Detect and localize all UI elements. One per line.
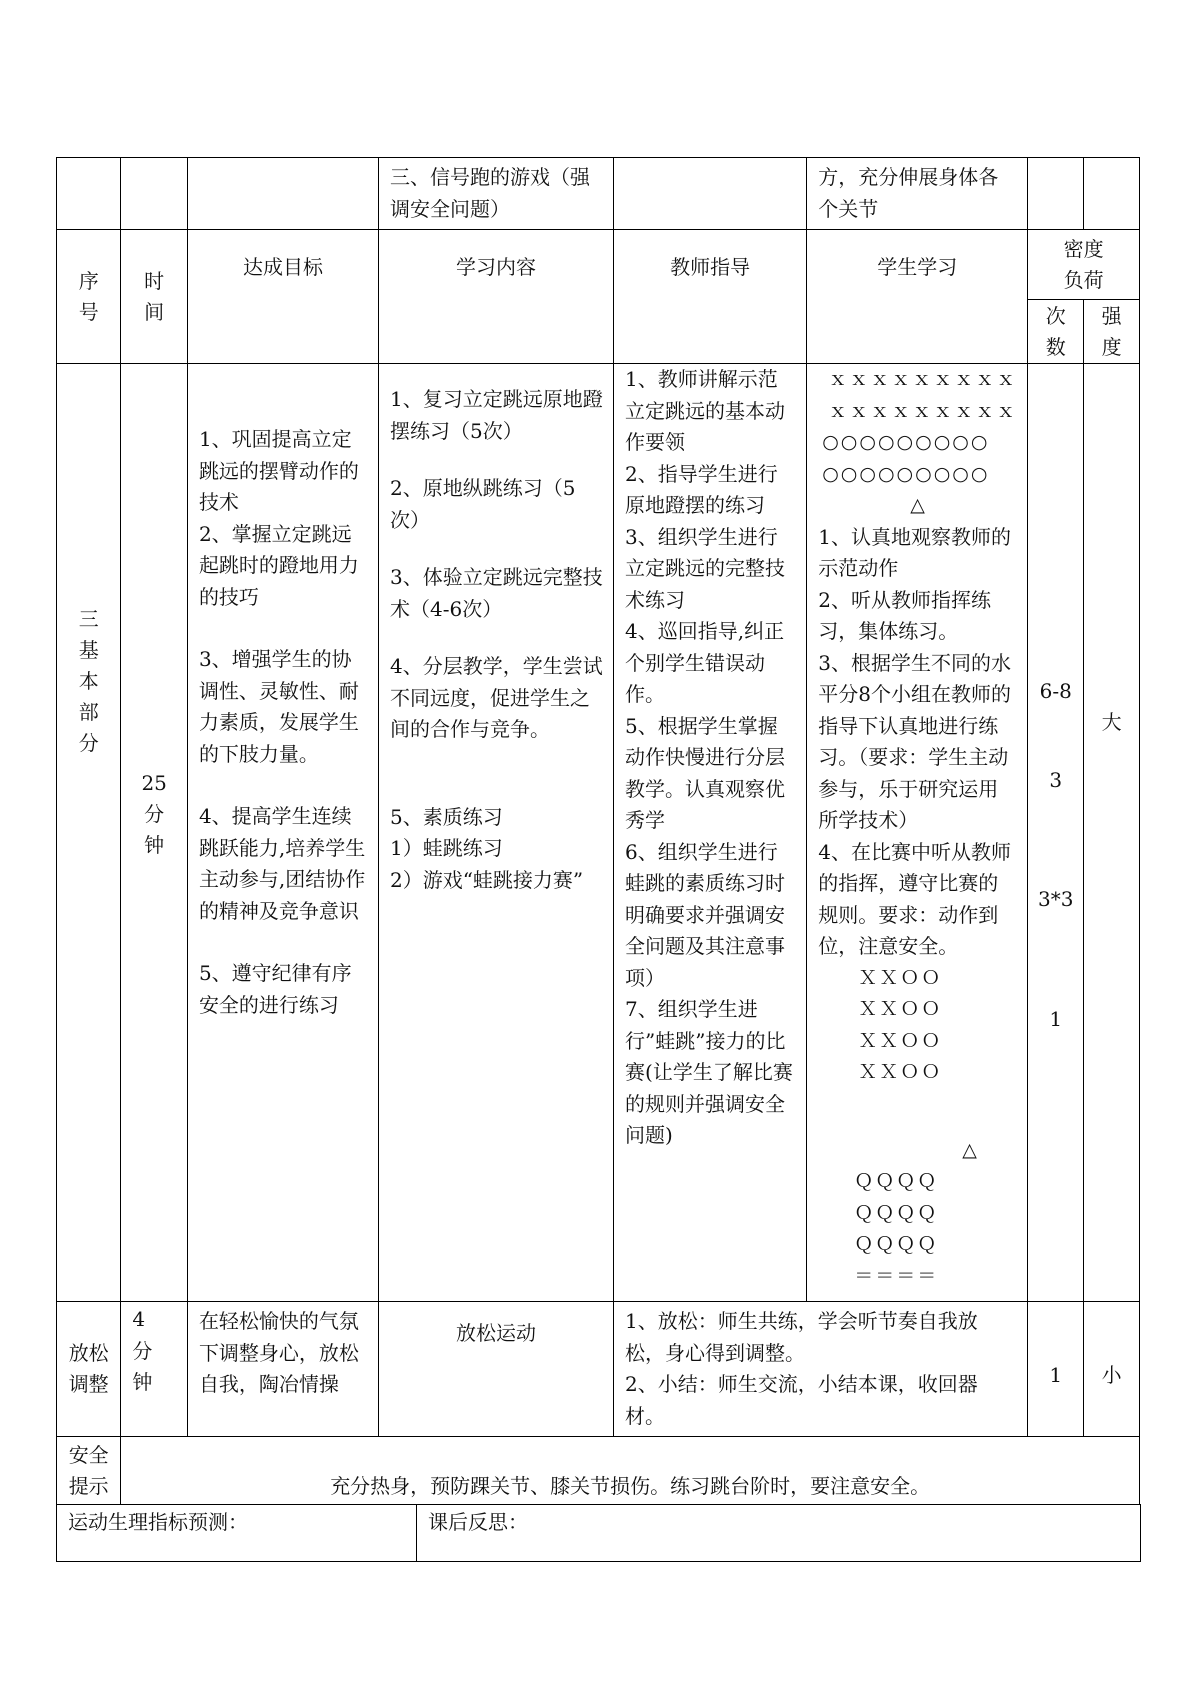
formation-row: ＸＸＯＯ	[858, 966, 943, 989]
goal-item: 1、巩固提高立定跳远的摆臂动作的技术	[198, 427, 359, 514]
cont-count	[1028, 158, 1084, 230]
student-item: 4、在比赛中听从教师的指挥，遵守比赛的规则。要求：动作到位，注意安全。	[818, 839, 1011, 958]
formation-row: ＸＸＯＯ	[858, 1029, 943, 1052]
student-item: 2、听从教师指挥练习，集体练习。	[818, 587, 991, 643]
formation-relay	[818, 1135, 1017, 1293]
formation-row: ＱＱＱＱ	[854, 1170, 939, 1192]
teacher-item: 6、组织学生进行蛙跳的素质练习时明确要求并强调安全问题及其注意事项）	[625, 839, 786, 990]
teacher-triangle-icon: △	[962, 1138, 979, 1161]
content-item: 2）游戏“蛙跳接力赛”	[389, 867, 584, 892]
footer-table	[56, 1504, 1141, 1562]
cont-time	[121, 158, 188, 230]
content-item: 1）蛙跳练习	[389, 836, 503, 860]
content-item: 1、复习立定跳远原地蹬摆练习（5次）	[389, 387, 603, 443]
formation-row: ｘｘｘｘｘｘｘｘｘ	[828, 399, 1018, 422]
student-item: 1、认真地观察教师的示范动作	[818, 524, 1011, 580]
teacher-triangle-icon: △	[910, 494, 927, 516]
cont-goal	[187, 158, 378, 230]
lesson-plan-table	[56, 157, 1140, 1505]
teacher-item: 4、巡回指导,纠正个别学生错误动作。	[625, 619, 785, 706]
student-item: 3、根据学生不同的水平分8个小组在教师的指导下认真地进行练习。（要求：学生主动参与，乐于研究运用所学技术）	[818, 650, 1011, 832]
basic-student	[807, 364, 1028, 1302]
basic-contents	[378, 364, 613, 1302]
cont-teacher	[614, 158, 807, 230]
count-value: 3	[1049, 767, 1063, 792]
basic-part-row	[57, 364, 1140, 1302]
formation-row: ＝＝＝＝	[854, 1264, 939, 1287]
content-item: 4、分层教学，学生尝试不同远度，促进学生之间的合作与竞争。	[389, 654, 603, 741]
header-intensity: 强 度	[1084, 300, 1140, 364]
relax-guide-item: 1、放松：师生共练，学会听节奏自我放松，身心得到调整。	[625, 1309, 978, 1365]
goal-item: 2、掌握立定跳远起跳时的蹬地用力的技巧	[198, 521, 359, 609]
header-seq: 序 号	[57, 230, 121, 364]
cont-seq	[57, 158, 121, 230]
basic-time: 25 分 钟	[121, 364, 188, 1302]
goal-item: 3、增强学生的协调性、灵敏性、耐力素质，发展学生的下肢力量。	[198, 647, 359, 766]
safety-label: 安全 提示	[57, 1437, 121, 1505]
basic-seq: 三 基 本 部 分	[57, 364, 121, 1302]
formation-row: ｘｘｘｘｘｘｘｘｘ	[828, 368, 1018, 390]
count-value: 1	[1049, 1006, 1063, 1031]
safety-row	[57, 1437, 1140, 1505]
cont-intensity	[1084, 158, 1140, 230]
teacher-item: 2、指导学生进行原地蹬摆的练习	[625, 461, 778, 517]
relax-time: 4 分 钟	[121, 1302, 188, 1437]
continuation-row	[57, 158, 1140, 230]
content-item: 5、素质练习	[389, 804, 503, 829]
header-density: 密度 负荷	[1028, 230, 1140, 300]
content-item: 3、体验立定跳远完整技术（4-6次）	[389, 565, 603, 621]
header-row	[57, 230, 1140, 300]
safety-text: 充分热身，预防踝关节、膝关节损伤。练习跳台阶时，要注意安全。	[121, 1437, 1140, 1505]
formation-row: ＸＸＯＯ	[858, 1061, 943, 1083]
header-count: 次 数	[1028, 300, 1084, 364]
header-teacher: 教师指导	[614, 230, 807, 364]
reflection-label: 课后反思：	[417, 1505, 1141, 1562]
basic-goals	[187, 364, 378, 1302]
formation-row: ＱＱＱＱ	[854, 1201, 939, 1224]
lesson-plan-table-wrapper	[56, 157, 1140, 1562]
relax-count: 1	[1028, 1302, 1084, 1437]
header-goal: 达成目标	[187, 230, 378, 364]
header-time: 时 间	[121, 230, 188, 364]
basic-intensity: 大	[1084, 364, 1140, 1302]
goal-item: 5、遵守纪律有序安全的进行练习	[198, 961, 352, 1017]
formation-row: ＱＱＱＱ	[854, 1233, 939, 1255]
formation-row: ＸＸＯＯ	[858, 998, 943, 1020]
formation-row: ○○○○○○○○○	[822, 431, 990, 453]
relax-guide-item: 2、小结：师生交流，小结本课，收回器材。	[625, 1372, 978, 1428]
teacher-item: 1、教师讲解示范立定跳远的基本动作要领	[625, 367, 786, 454]
content-item: 2、原地纵跳练习（5次）	[389, 476, 576, 532]
cont-student: 方，充分伸展身体各个关节	[807, 158, 1028, 230]
goal-item: 4、提高学生连续跳跃能力,培养学生主动参与,团结协作的精神及竞争意识	[198, 804, 366, 923]
formation-class	[818, 364, 1017, 522]
header-student: 学生学习	[807, 230, 1028, 364]
cont-content: 三、信号跑的游戏（强调安全问题）	[378, 158, 613, 230]
basic-teacher	[614, 364, 807, 1302]
formation-row: ○○○○○○○○○	[822, 462, 990, 485]
basic-counts	[1028, 364, 1084, 1302]
teacher-item: 5、根据学生掌握动作快慢进行分层教学。认真观察优秀学	[625, 713, 786, 832]
physiology-prediction-label: 运动生理指标预测：	[57, 1505, 417, 1562]
relax-row	[57, 1302, 1140, 1437]
relax-content: 放松运动	[378, 1302, 613, 1437]
relax-goal: 在轻松愉快的气氛下调整身心，放松自我，陶冶情操	[187, 1302, 378, 1437]
count-value: 3*3	[1037, 887, 1074, 911]
relax-guide	[614, 1302, 1028, 1437]
header-content: 学习内容	[378, 230, 613, 364]
teacher-item: 3、组织学生进行立定跳远的完整技术练习	[625, 524, 786, 612]
relax-intensity: 小	[1084, 1302, 1140, 1437]
count-value: 6-8	[1039, 679, 1072, 703]
formation-groups	[818, 963, 1017, 1089]
teacher-item: 7、组织学生进行”蛙跳”接力的比赛(让学生了解比赛的规则并强调安全问题)	[625, 997, 793, 1147]
relax-seq: 放松 调整	[57, 1302, 121, 1437]
